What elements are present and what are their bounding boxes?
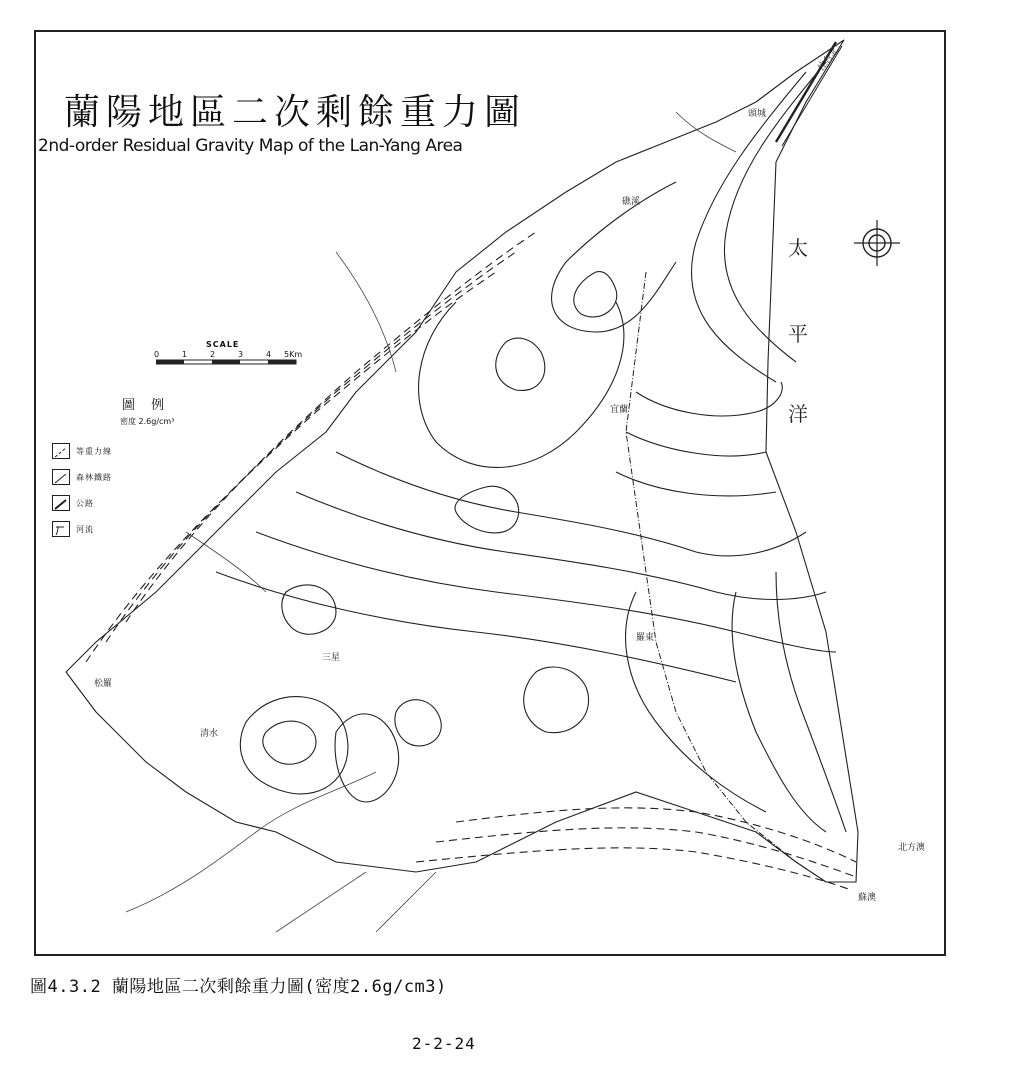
dashed-contour — [456, 808, 856, 862]
place-label: 羅東 — [636, 633, 655, 643]
contour-line — [216, 572, 736, 682]
scale-label: SCALE — [206, 340, 240, 349]
legend-label: 森林鐵路 — [76, 472, 112, 482]
scale-tick: 3 — [238, 350, 244, 359]
compass-icon — [854, 220, 900, 266]
river — [276, 872, 366, 932]
plain-boundary — [66, 40, 858, 882]
map-title-chinese: 蘭陽地區二次剩餘重力圖 — [64, 92, 527, 133]
place-label: 清水 — [200, 729, 219, 739]
scale-tick: 1 — [182, 350, 188, 359]
contour-line — [455, 486, 519, 533]
dashed-contour — [126, 232, 536, 622]
river-icon — [52, 521, 70, 537]
river — [126, 772, 376, 912]
legend-item-highway — [52, 494, 94, 512]
contour-map — [36, 32, 944, 954]
figure-caption: 圖4.3.2 蘭陽地區二次剩餘重力圖(密度2.6g/cm3) — [30, 977, 447, 997]
scale-tick: 2 — [210, 350, 216, 359]
scale-tick: 5Km — [284, 350, 303, 359]
place-label: 頭城 — [748, 109, 767, 119]
contour-line — [732, 592, 826, 832]
contour-line — [616, 472, 776, 496]
contour-line — [776, 572, 846, 832]
contour-line — [626, 432, 766, 456]
contour-line — [395, 700, 441, 746]
contour-line — [574, 272, 617, 317]
legend-item-river — [52, 520, 94, 538]
page-number: 2-2-24 — [412, 1034, 476, 1053]
map-title-english: 2nd-order Residual Gravity Map of the Lan-Yang Area — [38, 136, 463, 156]
contour-line — [336, 452, 806, 556]
contour-line-icon — [52, 443, 70, 459]
contour-line — [263, 721, 316, 764]
contour-line — [419, 302, 624, 467]
gravity-map-frame — [34, 30, 946, 956]
contour-line — [524, 667, 589, 733]
scale-tick: 4 — [266, 350, 272, 359]
place-label: 宜蘭 — [610, 405, 629, 415]
contour-line — [724, 62, 826, 362]
contour-line — [636, 382, 782, 416]
ocean-label-char: 平 — [788, 322, 808, 346]
dashed-contour — [436, 828, 856, 877]
place-label: 蘇澳 — [858, 893, 877, 903]
river — [376, 872, 436, 932]
river — [186, 532, 266, 592]
forest-railway-icon — [52, 469, 70, 485]
dashed-contour — [106, 252, 516, 642]
ocean-label-char: 太 — [788, 236, 808, 260]
place-label: 北方澳 — [898, 843, 926, 853]
legend-label: 河流 — [76, 524, 94, 534]
contour-line — [240, 697, 348, 794]
highway-icon — [52, 495, 70, 511]
legend-title: 圖 例 — [122, 398, 171, 413]
place-label: 礁溪 — [622, 197, 641, 207]
contour-line — [296, 492, 826, 600]
legend-label: 等重力線 — [76, 446, 112, 456]
contour-line — [256, 532, 836, 652]
river — [676, 112, 736, 152]
place-label: 往台北 — [816, 45, 841, 74]
place-label: 松羅 — [94, 679, 113, 689]
contour-line — [552, 182, 676, 332]
scale-tick: 0 — [154, 350, 160, 359]
scale-bar-graphic — [156, 358, 306, 368]
contour-line — [496, 338, 545, 390]
place-label: 三星 — [322, 653, 341, 663]
legend-item-contour — [52, 442, 112, 460]
legend-density: 密度 2.6g/cm³ — [120, 417, 175, 426]
ocean-label-char: 洋 — [788, 402, 808, 426]
contour-line — [282, 585, 336, 634]
legend-item-forest-railway — [52, 468, 112, 486]
legend-label: 公路 — [76, 498, 94, 508]
